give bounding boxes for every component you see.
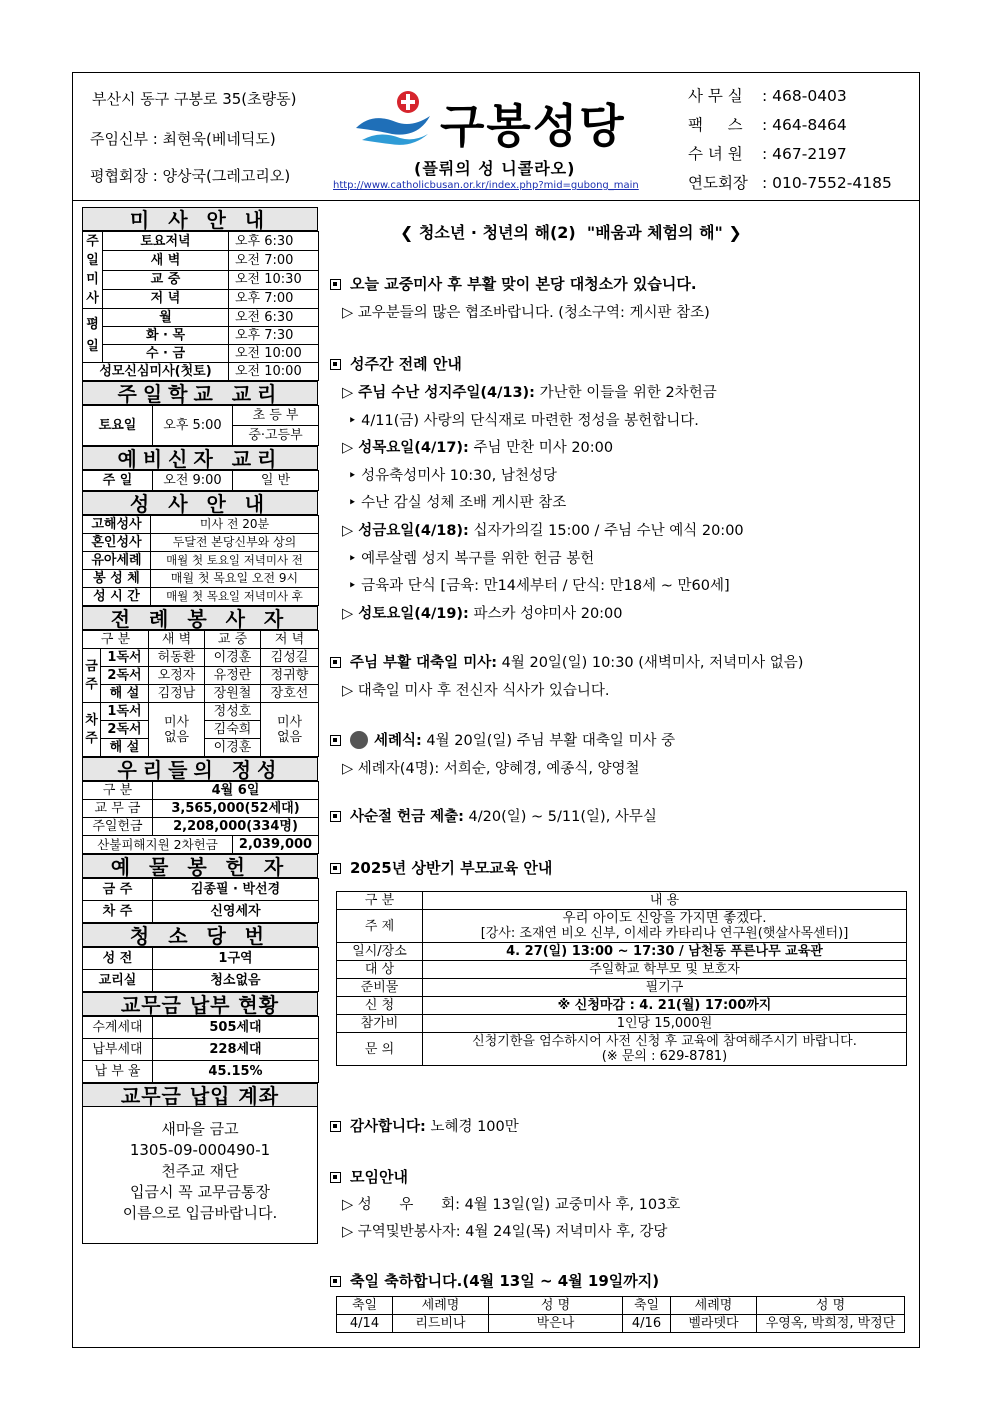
cleaning-title: 청 소 당 번 <box>82 923 318 947</box>
holy-week-list <box>342 384 902 632</box>
dues-label: 수계세대 <box>83 1017 153 1039</box>
mass-name: 성모신심미사(첫토) <box>83 363 229 381</box>
donor-title: 예 물 봉 헌 자 <box>82 854 318 878</box>
server-name: 오정자 <box>149 667 205 685</box>
mass-table <box>82 231 319 381</box>
account-box <box>82 1107 318 1244</box>
line-label: ▷ 성금요일(4/18): <box>342 522 469 539</box>
section-title: 축일 축하합니다.(4월 13일 ~ 4월 19일까지) <box>350 1272 660 1290</box>
section-title: 2025년 상반기 부모교육 안내 <box>350 859 553 877</box>
offering-value: 2,208,000(334명) <box>153 818 319 836</box>
mass-name: 화 · 목 <box>103 327 229 345</box>
server-role: 해 설 <box>101 739 149 757</box>
feast-cell: 4/16 <box>623 1315 671 1333</box>
donor-value: 김종필 · 박선경 <box>153 879 319 901</box>
dues-table <box>82 1016 319 1083</box>
sacrament-desc: 미사 전 20분 <box>151 516 319 534</box>
line-text: ‣ 성유축성미사 10:30, 남천성당 <box>348 467 557 484</box>
sunday-school-group: 중·고등부 <box>233 426 319 446</box>
bullet-square-icon <box>330 811 341 822</box>
server-name: 유정란 <box>205 667 261 685</box>
edu-value: [강사: 조재연 비오 신부, 이세라 카타리나 연구원(햇살사목센터)] <box>480 926 849 941</box>
offering-label: 주일헌금 <box>83 818 153 836</box>
section-title: 성주간 전례 안내 <box>350 355 462 373</box>
donor-value: 신영세자 <box>153 901 319 923</box>
servers-head: 저 녁 <box>261 631 319 649</box>
section-parent-education <box>330 857 552 878</box>
dues-value: 505세대 <box>153 1017 319 1039</box>
dues-value: 45.15% <box>153 1061 319 1083</box>
meeting-line: ▷ 성 우 회: 4월 13일(일) 교중미사 후, 103호 <box>342 1197 681 1213</box>
mass-time: 오전 10:00 <box>229 363 319 381</box>
feast-head: 성 명 <box>489 1297 623 1315</box>
sacrament-name: 혼인성사 <box>83 534 151 552</box>
section-holy-week <box>330 353 462 374</box>
feast-head: 축일 <box>623 1297 671 1315</box>
cleaning-label: 교리실 <box>83 970 153 992</box>
bullet-square-icon <box>330 1276 341 1287</box>
mass-time: 오후 7:30 <box>229 327 319 345</box>
servers-title: 전 례 봉 사 자 <box>82 606 318 630</box>
catechumen-time: 오전 9:00 <box>153 471 233 491</box>
server-role: 1독서 <box>101 703 149 721</box>
server-name: 정귀향 <box>261 667 319 685</box>
servers-head: 교 중 <box>205 631 261 649</box>
server-name: 이경훈 <box>205 739 261 757</box>
section-text: 4/20(일) ~ 5/11(일), 사무실 <box>463 809 657 825</box>
bullet-square-icon <box>330 735 341 746</box>
account-line: 입금시 꼭 교무금통장 <box>130 1183 270 1201</box>
account-line: 천주교 재단 <box>161 1162 239 1180</box>
pastor: 주임신부 : 최현욱(베네딕도) <box>90 130 276 148</box>
edu-key: 주 제 <box>337 910 423 943</box>
feast-cell: 리드비나 <box>393 1315 489 1333</box>
catechumen-type: 일 반 <box>233 471 319 491</box>
mass-time: 오전 6:30 <box>229 309 319 327</box>
mass-time: 오후 6:30 <box>229 232 319 251</box>
line-label: ▷ 주님 수난 성지주일(4/13): <box>342 385 535 401</box>
server-role: 해 설 <box>101 685 149 703</box>
header-divider <box>72 200 920 201</box>
section-title: 세례식: <box>374 733 422 749</box>
server-name: 김정남 <box>149 685 205 703</box>
parish-subtitle: (플뤼의 성 니콜라오) <box>414 159 576 178</box>
edu-value: ※ 신청마감 : 4. 21(월) 17:00까지 <box>423 997 907 1015</box>
weekday-mass-label: 평일 <box>83 309 103 363</box>
line-label: ▷ 성목요일(4/17): <box>342 440 469 457</box>
meeting-line: ▷ 구역및반봉사자: 4월 24일(목) 저녁미사 후, 강당 <box>342 1224 668 1240</box>
dues-label: 납 부 율 <box>83 1061 153 1083</box>
sacrament-table <box>82 515 319 606</box>
mass-name: 저 녁 <box>103 289 229 308</box>
mass-time: 오전 10:00 <box>229 345 319 363</box>
catechumen-table <box>82 470 319 491</box>
contact-list <box>688 84 892 200</box>
contact-label: 수 녀 원 <box>688 145 743 163</box>
bullet-square-icon <box>330 863 341 874</box>
section-title: 감사합니다: <box>350 1119 426 1135</box>
section-baptism <box>330 731 675 750</box>
edu-key: 대 상 <box>337 961 423 979</box>
edu-key: 문 의 <box>337 1033 423 1066</box>
sacrament-desc: 두달전 본당신부와 상의 <box>151 534 319 552</box>
edu-key: 참가비 <box>337 1015 423 1033</box>
offering-value: 3,565,000(52세대) <box>153 800 319 818</box>
edu-head: 내 용 <box>423 892 907 910</box>
parish-title: 구봉성당 <box>440 99 626 153</box>
section-text: 4월 20일(일) 10:30 (새벽미사, 저녁미사 없음) <box>497 655 804 671</box>
section-text: 노혜경 100만 <box>425 1119 519 1135</box>
offering-value: 4월 6일 <box>153 782 319 800</box>
sacrament-desc: 매월 첫 목요일 저녁미사 후 <box>151 588 319 606</box>
mass-time: 오전 7:00 <box>229 251 319 270</box>
feast-head: 축일 <box>337 1297 393 1315</box>
contact-label: 사 무 실 <box>688 87 743 105</box>
sunday-school-time: 오후 5:00 <box>153 406 233 446</box>
cleaning-label: 성 전 <box>83 948 153 970</box>
offering-value: 2,039,000 <box>233 836 319 854</box>
account-line: 1305-09-000490-1 <box>129 1141 271 1159</box>
line-text: 주님 만찬 미사 20:00 <box>468 440 614 457</box>
education-table <box>336 891 907 1066</box>
line-text: 파스카 성야미사 20:00 <box>468 605 623 622</box>
mass-name: 새 벽 <box>103 251 229 270</box>
baptism-icon <box>350 731 368 749</box>
catechumen-title: 예비신자 교리 <box>82 446 318 470</box>
dues-value: 228세대 <box>153 1039 319 1061</box>
bullet-square-icon <box>330 359 341 370</box>
line-label: ▷ 성토요일(4/19): <box>342 605 469 622</box>
mass-name: 토요저녁 <box>103 232 229 251</box>
edu-value: 4. 27(일) 13:00 ~ 17:30 / 남천동 푸른나무 교육관 <box>423 943 907 961</box>
account-line: 새마을 금고 <box>161 1120 239 1138</box>
edu-value: 필기구 <box>423 979 907 997</box>
sunday-school-table <box>82 405 319 446</box>
section-line: ▷ 세례자(4명): 서희순, 양혜경, 예종식, 양영철 <box>342 761 640 777</box>
mass-section-title: 미 사 안 내 <box>82 207 318 231</box>
edu-value: 1인당 15,000원 <box>423 1015 907 1033</box>
mass-name: 월 <box>103 309 229 327</box>
servers-head: 구 분 <box>83 631 149 649</box>
section-line: ▷ 대축일 미사 후 전신자 식사가 있습니다. <box>342 683 610 699</box>
donor-label: 차 주 <box>83 901 153 923</box>
sacrament-name: 봉 성 체 <box>83 570 151 588</box>
contact-value: : 468-0403 <box>762 87 847 105</box>
servers-table <box>82 630 319 757</box>
mass-name: 교 중 <box>103 270 229 289</box>
contact-value: : 010-7552-4185 <box>762 174 892 192</box>
sacrament-name: 유아세례 <box>83 552 151 570</box>
cleaning-table <box>82 947 319 992</box>
server-name: 김숙희 <box>205 721 261 739</box>
edu-head: 구 분 <box>337 892 423 910</box>
sacrament-name: 성 시 간 <box>83 588 151 606</box>
server-role: 2독서 <box>101 667 149 685</box>
server-name: 장원철 <box>205 685 261 703</box>
catechumen-day: 주 일 <box>83 471 153 491</box>
line-text: 가난한 이들을 위한 2차헌금 <box>534 385 717 401</box>
section-line: ▷ 교우분들의 많은 협조바랍니다. (청소구역: 게시판 참조) <box>342 305 710 321</box>
contact-label: 연도회장 <box>688 174 748 192</box>
server-name: 미사 없음 <box>261 703 319 757</box>
server-name: 정성호 <box>205 703 261 721</box>
sunday-school-group: 초 등 부 <box>233 406 319 426</box>
sunday-mass-label: 주일미사 <box>83 232 103 309</box>
section-title: 주님 부활 대축일 미사: <box>350 655 498 671</box>
account-title: 교무금 납입 계좌 <box>82 1083 318 1107</box>
offering-label: 교 무 금 <box>83 800 153 818</box>
this-week-label: 금주 <box>83 649 101 703</box>
edu-key: 신 청 <box>337 997 423 1015</box>
section-text: 4월 20일(일) 주님 부활 대축일 미사 중 <box>421 733 676 749</box>
feast-cell: 우영옥, 박희정, 박정단 <box>757 1315 905 1333</box>
parish-url-link[interactable]: http://www.catholicbusan.or.kr/index.php?mid=gubong_main <box>333 180 639 191</box>
mass-time: 오후 7:00 <box>229 289 319 308</box>
server-role: 1독서 <box>101 649 149 667</box>
bullet-square-icon <box>330 1172 341 1183</box>
bullet-square-icon <box>330 279 341 290</box>
address: 부산시 동구 구봉로 35(초량동) <box>92 90 297 108</box>
council-president: 평협회장 : 양상국(그레고리오) <box>90 167 291 185</box>
sacrament-desc: 매월 첫 목요일 오전 9시 <box>151 570 319 588</box>
line-text: ‣ 수난 감실 성체 조배 게시판 참조 <box>348 495 567 512</box>
contact-value: : 467-2197 <box>762 145 847 163</box>
feast-cell: 벨라뎃다 <box>671 1315 757 1333</box>
sacrament-name: 고해성사 <box>83 516 151 534</box>
sunday-school-title: 주일학교 교리 <box>82 381 318 405</box>
feast-head: 세례명 <box>393 1297 489 1315</box>
server-name: 허동환 <box>149 649 205 667</box>
dues-label: 납부세대 <box>83 1039 153 1061</box>
server-name: 미사 없음 <box>149 703 205 757</box>
feast-head: 세례명 <box>671 1297 757 1315</box>
section-meetings <box>330 1166 408 1187</box>
left-sidebar <box>82 207 318 1244</box>
section-title: 오늘 교중미사 후 부활 맞이 본당 대청소가 있습니다. <box>350 275 697 293</box>
feast-table <box>336 1296 905 1333</box>
server-role: 2독서 <box>101 721 149 739</box>
section-title: 모임안내 <box>350 1168 408 1186</box>
sacrament-title: 성 사 안 내 <box>82 491 318 515</box>
section-thanks <box>330 1118 519 1136</box>
server-name: 장호선 <box>261 685 319 703</box>
server-name: 이경훈 <box>205 649 261 667</box>
next-week-label: 차주 <box>83 703 101 757</box>
offering-label: 구 분 <box>83 782 153 800</box>
edu-value: 주일학교 학부모 및 보호자 <box>423 961 907 979</box>
edu-value: 우리 아이도 신앙을 가지면 좋겠다. <box>562 910 767 926</box>
edu-value: 신청기한을 엄수하시어 사전 신청 후 교육에 참여해주시기 바랍니다. <box>472 1034 857 1049</box>
feast-head: 성 명 <box>757 1297 905 1315</box>
cleaning-value: 청소없음 <box>153 970 319 992</box>
donor-label: 금 주 <box>83 879 153 901</box>
section-feast-day <box>330 1270 659 1291</box>
section-lent-offering <box>330 808 657 826</box>
edu-key: 준비물 <box>337 979 423 997</box>
line-text: ‣ 금육과 단식 [금육: 만14세부터 / 단식: 만18세 ~ 만60세] <box>348 578 730 595</box>
cleaning-value: 1구역 <box>153 948 319 970</box>
mass-name: 수 · 금 <box>103 345 229 363</box>
parish-logo-icon <box>352 88 436 148</box>
mass-time: 오전 10:30 <box>229 270 319 289</box>
dues-title: 교무금 납부 현황 <box>82 992 318 1016</box>
offering-title: 우리들의 정성 <box>82 757 318 781</box>
servers-head: 새 벽 <box>149 631 205 649</box>
donor-table <box>82 878 319 923</box>
section-title: 사순절 헌금 제출: <box>350 809 464 825</box>
bullet-square-icon <box>330 657 341 668</box>
feast-cell: 박은나 <box>489 1315 623 1333</box>
contact-label: 팩 스 <box>688 116 743 134</box>
feast-cell: 4/14 <box>337 1315 393 1333</box>
contact-value: : 464-8464 <box>762 116 847 134</box>
sacrament-desc: 매월 첫 토요일 저녁미사 전 <box>151 552 319 570</box>
line-text: 십자가의길 15:00 / 주님 수난 예식 20:00 <box>468 522 744 539</box>
offering-table <box>82 781 319 854</box>
line-text: ‣ 예루살렘 성지 복구를 위한 헌금 봉헌 <box>348 550 595 567</box>
edu-key: 일시/장소 <box>337 943 423 961</box>
line-text: ‣ 4/11(금) 사랑의 단식재로 마련한 정성을 봉헌합니다. <box>348 412 699 429</box>
section-cleaning-announcement <box>330 273 697 294</box>
bullet-square-icon <box>330 1121 341 1132</box>
account-line: 이름으로 입금바랍니다. <box>122 1204 278 1222</box>
edu-value: (※ 문의 : 629-8781) <box>601 1049 728 1064</box>
offering-label: 산불피해지원 2차헌금 <box>83 836 233 854</box>
sunday-school-day: 토요일 <box>83 406 153 446</box>
section-easter-mass <box>330 654 803 672</box>
theme-banner: ❮ 청소년 · 청년의 해(2) "배움과 체험의 해" ❯ <box>400 223 742 242</box>
server-name: 김성길 <box>261 649 319 667</box>
